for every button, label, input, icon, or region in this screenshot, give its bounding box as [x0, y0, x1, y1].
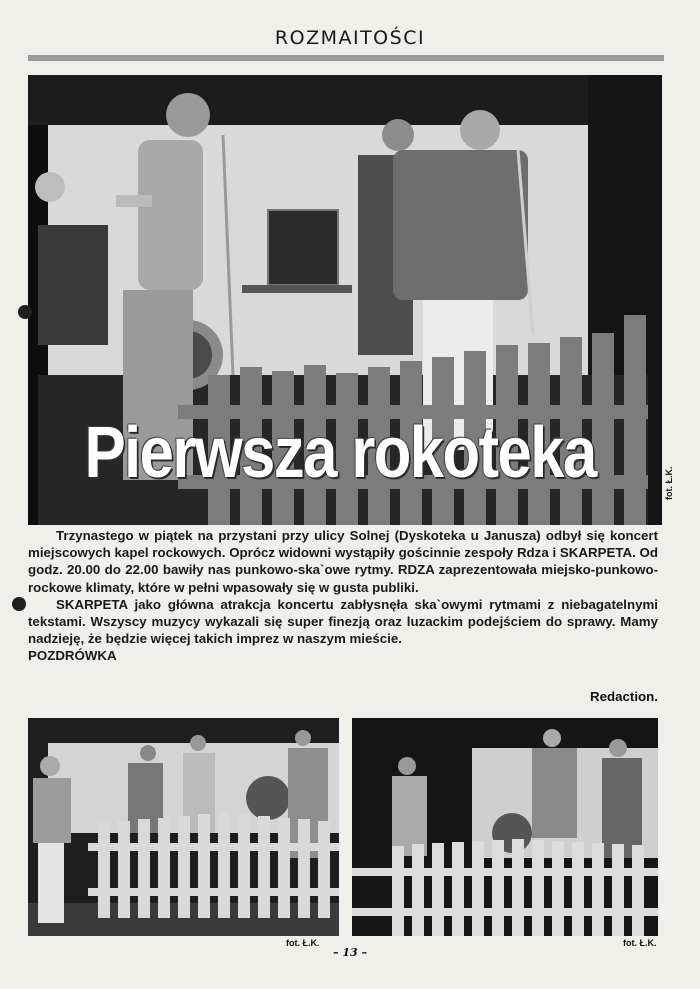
page-number: – 13 – — [333, 946, 367, 959]
concert-photo-left — [28, 718, 339, 936]
header-rule — [28, 55, 664, 61]
punch-hole-bottom — [12, 597, 26, 611]
main-photo-credit: fot. Ł.K. — [664, 466, 674, 500]
article-signoff: POZDRÓWKA — [28, 648, 117, 664]
left-photo-credit: fot. Ł.K. — [286, 938, 320, 948]
concert-photo-right — [352, 718, 658, 936]
section-title: ROZMAITOŚCI — [274, 27, 426, 49]
punch-hole-top — [18, 305, 32, 319]
article-paragraph-1: Trzynastego w piątek na przystani przy ulicy Solnej (Dyskoteka u Janusza) odbył się koncert miejscowych kapel rockowych. Oprócz widowni wystąpiły gościnnie zespoły Rdza i SKARPETA. Od godz. 20.00 do 22.00 bawiły nas punkowo-ska`owe rytmy. RDZA zaprezentowała miejsko-punkowo-rockowe klimaty, które w pełni wpasowały się w gusta publiki. — [28, 528, 658, 595]
article-headline: Pierwsza rokoteka — [84, 413, 596, 493]
article-author: Redaction. — [590, 689, 658, 704]
article-paragraph-2: SKARPETA jako główna atrakcja koncertu zabłysnęła ska`owymi rytmami z niebagatelnymi tekstami. Wszyscy muzycy wykazali się super finezją oraz luzackim podejściem do sprawy. Mamy nadzieję, że będzie więcej takich imprez w naszym mieście. — [28, 596, 658, 647]
article-body — [28, 527, 658, 665]
right-photo-credit: fot. Ł.K. — [623, 938, 657, 948]
